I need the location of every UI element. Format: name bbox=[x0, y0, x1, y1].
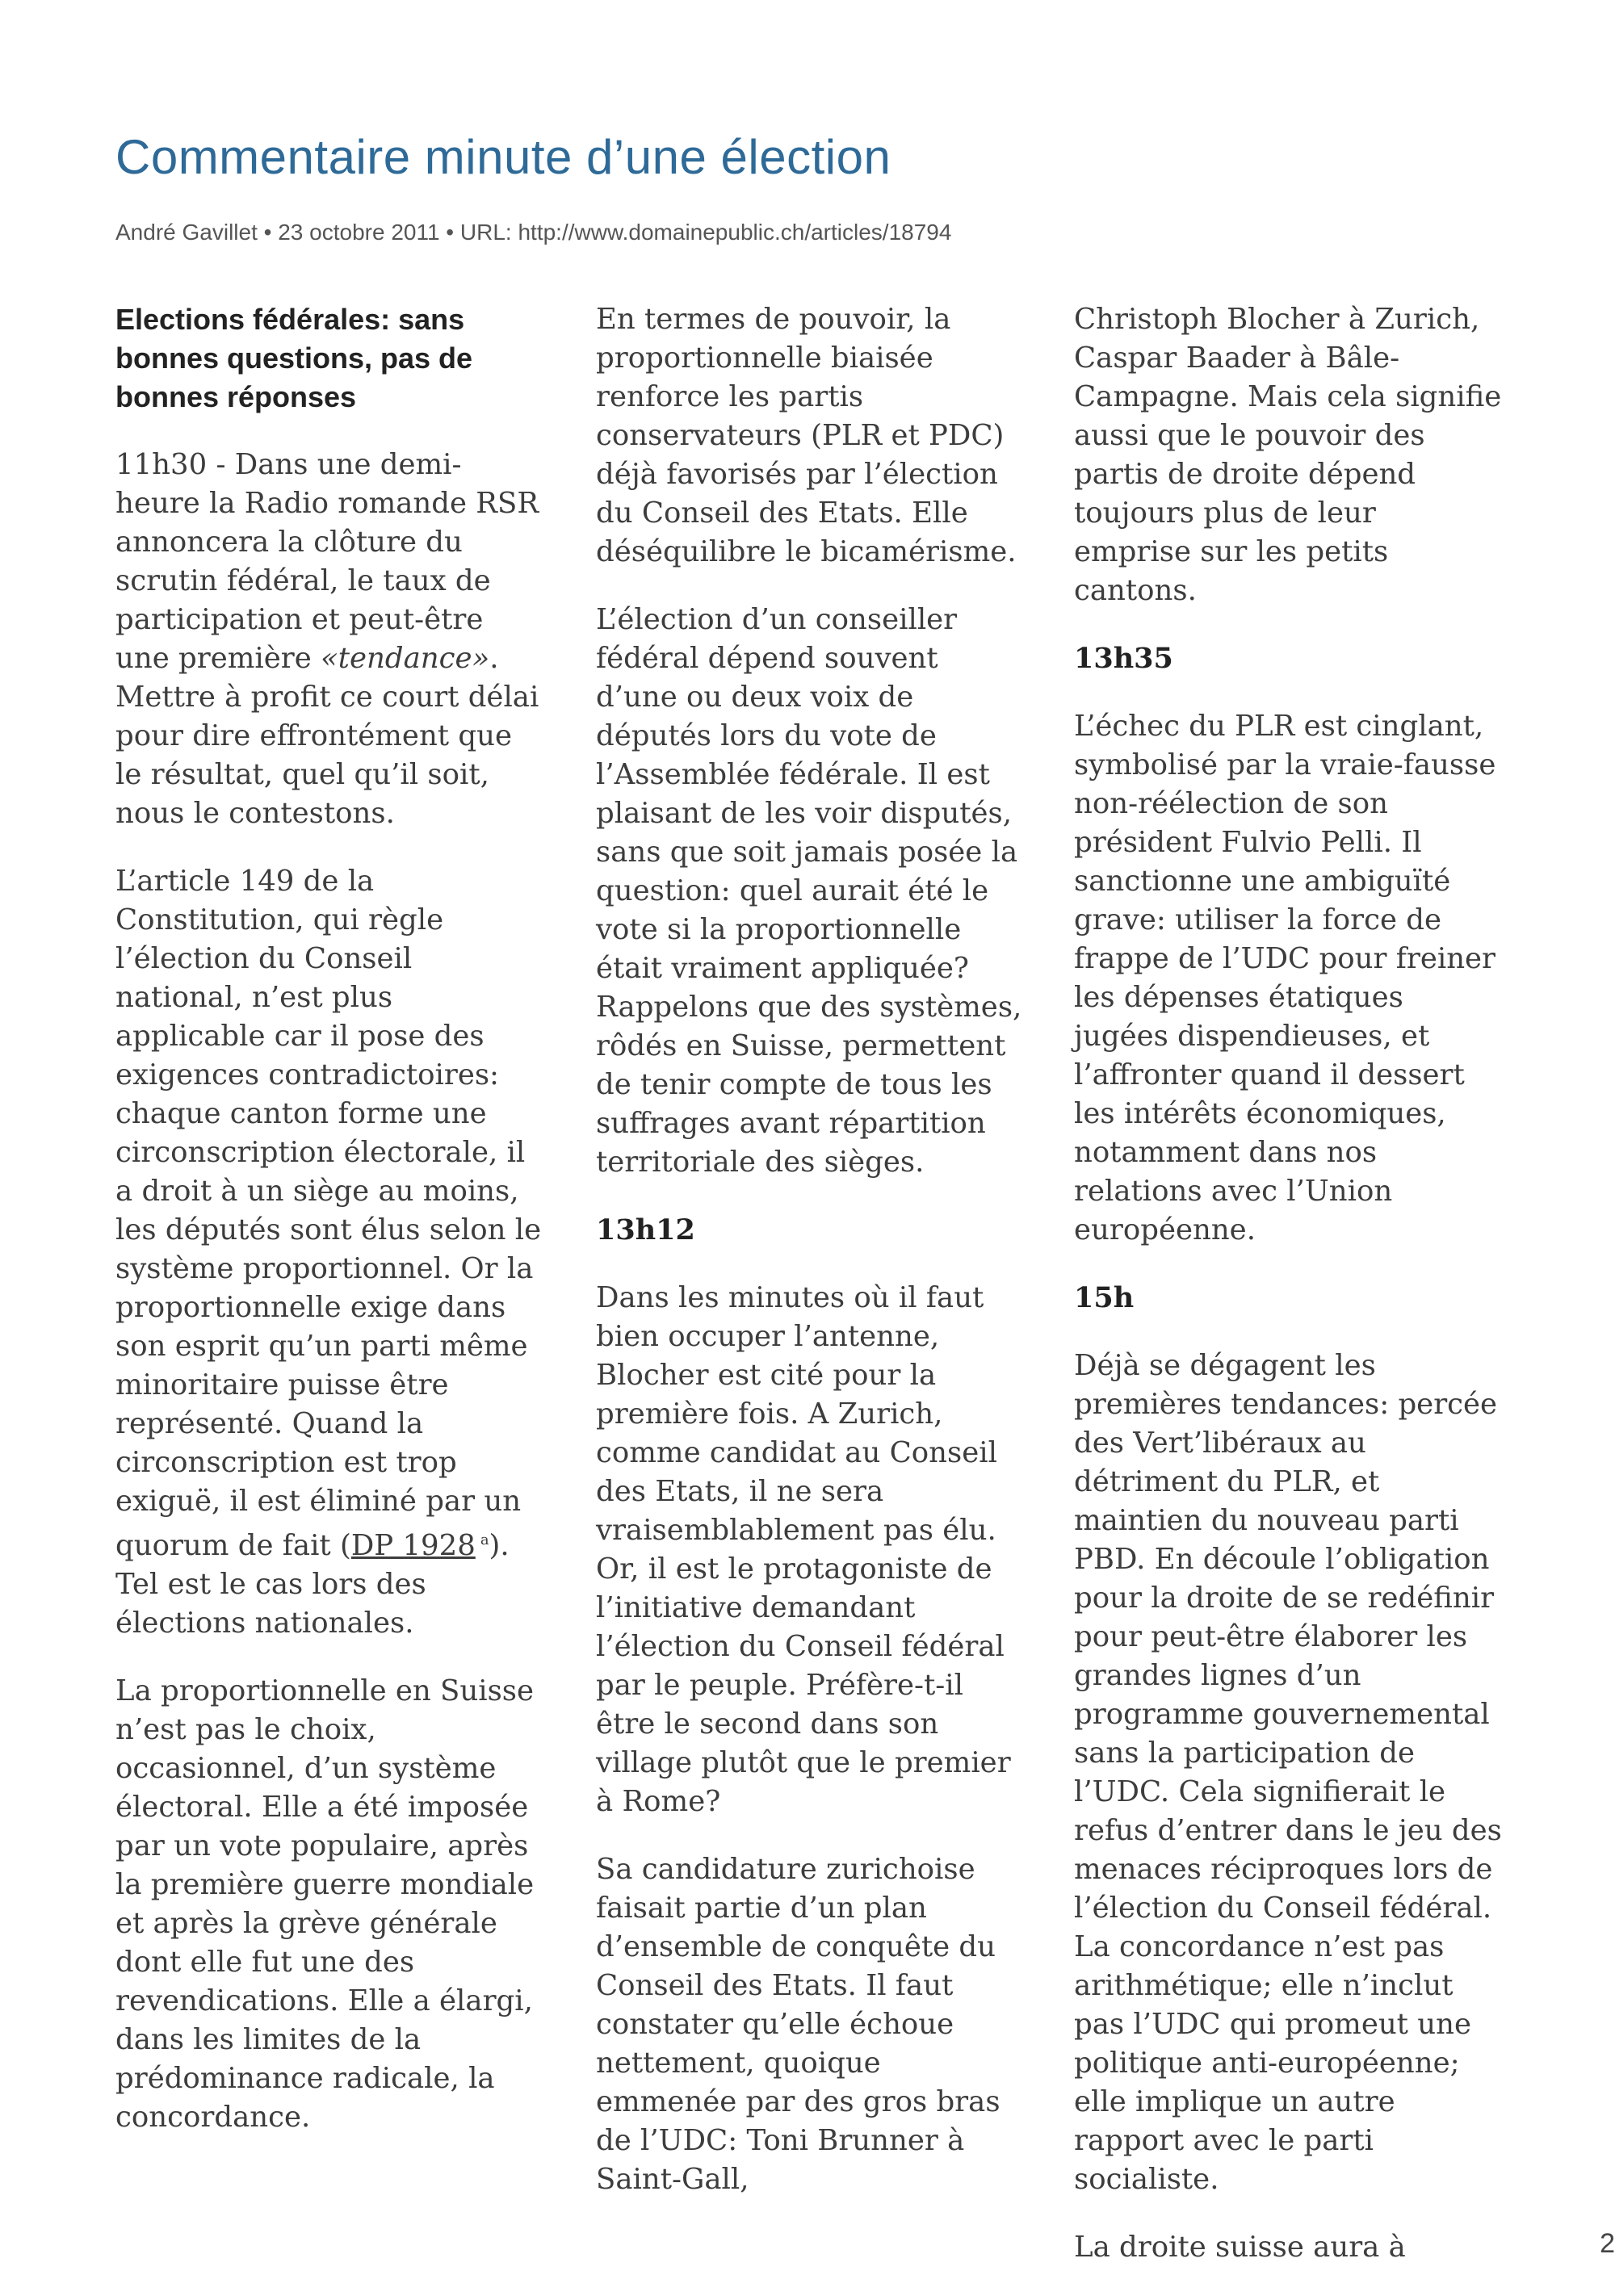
paragraph: L’élection d’un conseiller fédéral dépend souvent d’une ou deux voix de députés lors du vote de l’Assemblée fédérale. Il est plaisant de les voir disputés, sans que soit jamais posée la question: quel aurait été le vote si la proportionnelle était vraiment appliquée? Rappelons que des systèmes, rôdés en Suisse, permettent de tenir compte de tous les suffrages avant répartition territoriale des sièges. bbox=[596, 603, 1022, 1179]
paragraph: Déjà se dégagent les premières tendances: percée des Vert’libéraux au détriment du PLR, et maintien du nouveau parti PBD. En découle l’obligation pour la droite de se redéfinir pour peut-être élaborer les grandes lignes d’un programme gouvernemental sans la participation de l’UDC. Cela signifierait le refus d’entrer dans le jeu des menaces réciproques lors de l’élection du Conseil fédéral. La concordance n’est pas arithmétique; elle n’inclut pas l’UDC qui promeut une politique anti-européenne; elle implique un autre rapport avec le parti socialiste. bbox=[1074, 1349, 1502, 2196]
paragraph: 11h30 - Dans une demi-heure la Radio romande RSR annoncera la clôture du scrutin fédéral, le taux de participation et peut-être une première «tendance». Mettre à profit ce court délai pour dire effrontément que le résultat, quel qu’il soit, nous le contestons. bbox=[115, 448, 539, 830]
paragraph: L’échec du PLR est cinglant, symbolisé par la vraie-fausse non-réélection de son président Fulvio Pelli. Il sanctionne une ambiguïté grave: utiliser la force de frappe de l’UDC pour freiner les dépenses étatiques jugées dispendieuses, et l’affronter quand il dessert les intérêts économiques, notamment dans nos relations avec l’Union européenne. bbox=[1074, 710, 1496, 1246]
paragraph: Dans les minutes où il faut bien occuper l’antenne, Blocher est cité pour la première fois. A Zurich, comme candidat au Conseil des Etats, il ne sera vraisemblablement pas élu. Or, il est le protagoniste de l’initiative demandant l’élection du Conseil fédéral par le peuple. Préfère-t-il être le second dans son village plutôt que le premier à Rome? bbox=[596, 1281, 1011, 1818]
paragraph: Christoph Blocher à Zurich, Caspar Baader à Bâle-Campagne. Mais cela signifie aussi que le pouvoir des partis de droite dépend toujours plus de leur emprise sur les petits cantons. bbox=[1074, 303, 1502, 607]
time-heading: 15h bbox=[1074, 1281, 1135, 1314]
dp-reference-link[interactable]: DP 1928 bbox=[350, 1528, 476, 1562]
page-number: 2 bbox=[1600, 2228, 1615, 2259]
paragraph: La droite suisse aura à bbox=[1074, 2231, 1406, 2264]
time-heading: 13h35 bbox=[1074, 642, 1173, 675]
paragraph: La proportionnelle en Suisse n’est pas le choix, occasionnel, d’un système électoral. Elle a été imposée par un vote populaire, après la première guerre mondiale et après la grève générale dont elle fut une des revendications. Elle a élargi, dans les limites de la prédominance radicale, la concordance. bbox=[115, 1674, 535, 2134]
article-subtitle: Elections fédérales: sans bonnes questions, pas de bonnes réponses bbox=[115, 303, 473, 413]
external-link-icon: a bbox=[480, 1531, 489, 1548]
column-2 bbox=[596, 300, 1024, 2228]
page-title: Commentaire minute d’une élection bbox=[115, 130, 891, 184]
emphasis: «tendance» bbox=[321, 642, 490, 675]
paragraph: Sa candidature zurichoise faisait partie d’un plan d’ensemble de conquête du Conseil des Etats. Il faut constater qu’elle échoue nettement, quoique emmenée par des gros bras de l’UDC: Toni Brunner à Saint-Gall, bbox=[596, 1853, 1000, 2196]
column-1 bbox=[115, 300, 543, 2166]
time-heading: 13h12 bbox=[596, 1213, 695, 1246]
column-3 bbox=[1074, 300, 1502, 2296]
paragraph: L’article 149 de la Constitution, qui règle l’élection du Conseil national, n’est plus applicable car il pose des exigences contradictoires: chaque canton forme une circonscription électorale, il a droit à un siège au moins, les députés sont élus selon le système proportionnel. Or la proportionnelle exige dans son esprit qu’un parti même minoritaire puisse être représenté. Quand la circonscription est trop exiguë, il est éliminé par un quorum de fait (DP 1928 $^a$). Tel est le cas lors des élections nationales. bbox=[115, 865, 542, 1640]
article-meta: André Gavillet • 23 octobre 2011 • URL: http://www.domainepublic.ch/articles/18794 bbox=[115, 220, 952, 245]
paragraph: En termes de pouvoir, la proportionnelle biaisée renforce les partis conservateurs (PLR et PDC) déjà favorisés par l’élection du Conseil des Etats. Elle déséquilibre le bicamérisme. bbox=[596, 303, 1017, 568]
